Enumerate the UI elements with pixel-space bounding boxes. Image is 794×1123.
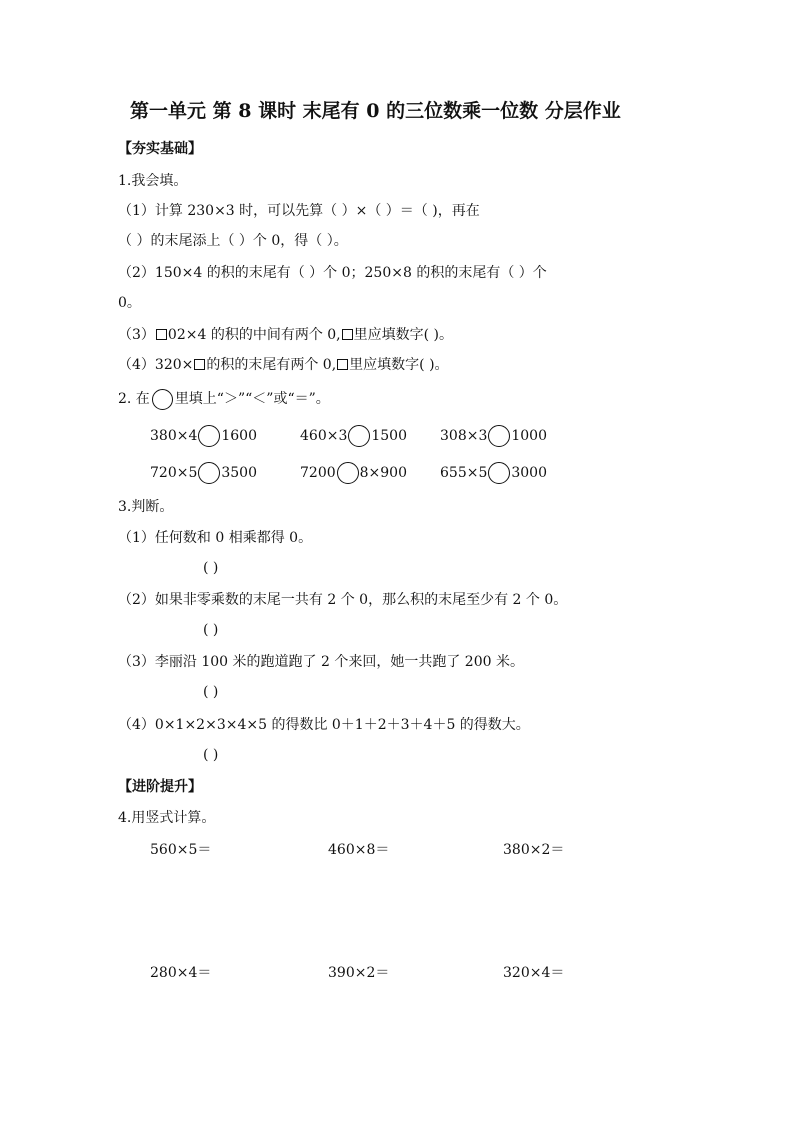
compare-left: 308×3 [440, 428, 488, 444]
square-blank-icon [156, 329, 167, 340]
q1-part3 [118, 325, 453, 345]
vertical-calc-item: 460×8＝ [328, 842, 390, 858]
q1-part4-prefix: （4）320× [118, 357, 194, 373]
compare-left: 655×5 [440, 465, 488, 481]
judge-answer-blank[interactable]: ( ) [203, 747, 219, 763]
circle-blank-icon [152, 389, 173, 410]
q1-part4 [118, 355, 449, 375]
vertical-calc-item: 390×2＝ [328, 965, 390, 981]
q2-heading-prefix: 2. 在 [118, 391, 150, 407]
compare-item [150, 461, 257, 485]
compare-item [150, 424, 257, 448]
compare-left: 380×4 [150, 428, 198, 444]
q1-heading: 1.我会填。 [118, 173, 188, 189]
compare-right: 1500 [371, 428, 407, 444]
compare-right: 3000 [511, 465, 547, 481]
q1-part2-line1: （2）150×4 的积的末尾有（ ）个 0；250×8 的积的末尾有（ ）个 [118, 265, 547, 281]
vertical-calc-item: 320×4＝ [503, 965, 565, 981]
q4-heading: 4.用竖式计算。 [118, 810, 216, 826]
square-blank-icon [342, 329, 353, 340]
q1-part3-suffix: 里应填数字( )。 [353, 327, 454, 343]
judge-statement: （3）李丽沿 100 米的跑道跑了 2 个来回，她一共跑了 200 米。 [118, 654, 524, 670]
compare-right: 1600 [221, 428, 257, 444]
page-title: 第一单元 第 8 课时 末尾有 0 的三位数乘一位数 分层作业 [130, 100, 621, 122]
q3-heading: 3.判断。 [118, 499, 174, 515]
square-blank-icon [337, 359, 348, 370]
compare-circle-icon[interactable] [198, 425, 220, 447]
q1-part3-middle: 02×4 的积的中间有两个 0, [167, 327, 341, 343]
compare-left: 460×3 [300, 428, 348, 444]
square-blank-icon [194, 359, 205, 370]
vertical-calc-item: 560×5＝ [150, 842, 212, 858]
compare-circle-icon[interactable] [488, 425, 510, 447]
compare-right: 1000 [511, 428, 547, 444]
compare-item [440, 461, 547, 485]
compare-circle-icon[interactable] [337, 462, 359, 484]
judge-statement: （4）0×1×2×3×4×5 的得数比 0＋1＋2＋3＋4＋5 的得数大。 [118, 717, 530, 733]
q1-part2-line2: 0。 [118, 295, 141, 311]
compare-circle-icon[interactable] [198, 462, 220, 484]
q1-part3-prefix: （3） [118, 327, 155, 343]
q1-part4-suffix: 里应填数字( )。 [349, 357, 449, 373]
vertical-calc-item: 380×2＝ [503, 842, 565, 858]
compare-right: 3500 [221, 465, 257, 481]
compare-right: 8×900 [359, 465, 407, 481]
judge-statement: （1）任何数和 0 相乘都得 0。 [118, 530, 313, 546]
compare-circle-icon[interactable] [488, 462, 510, 484]
compare-item [440, 424, 547, 448]
judge-answer-blank[interactable]: ( ) [203, 684, 219, 700]
compare-circle-icon[interactable] [348, 425, 370, 447]
compare-item [300, 424, 407, 448]
vertical-calc-item: 280×4＝ [150, 965, 212, 981]
judge-answer-blank[interactable]: ( ) [203, 560, 219, 576]
section-advanced-heading: 【进阶提升】 [118, 779, 202, 795]
q2-heading [118, 387, 330, 411]
section-basic-heading: 【夯实基础】 [118, 141, 202, 157]
q1-part4-middle: 的积的末尾有两个 0, [206, 357, 337, 373]
compare-left: 7200 [300, 465, 336, 481]
compare-left: 720×5 [150, 465, 198, 481]
judge-answer-blank[interactable]: ( ) [203, 622, 219, 638]
judge-statement: （2）如果非零乘数的末尾一共有 2 个 0，那么积的末尾至少有 2 个 0。 [118, 592, 568, 608]
q2-heading-suffix: 里填上“＞”“＜”或“＝”。 [174, 391, 330, 407]
q1-part1-line2: （ ）的末尾添上（ ）个 0，得（ ）。 [118, 233, 348, 249]
q1-part1-line1: （1）计算 230×3 时，可以先算（ ）×（ ）＝（ )，再在 [118, 203, 480, 219]
compare-item [300, 461, 407, 485]
